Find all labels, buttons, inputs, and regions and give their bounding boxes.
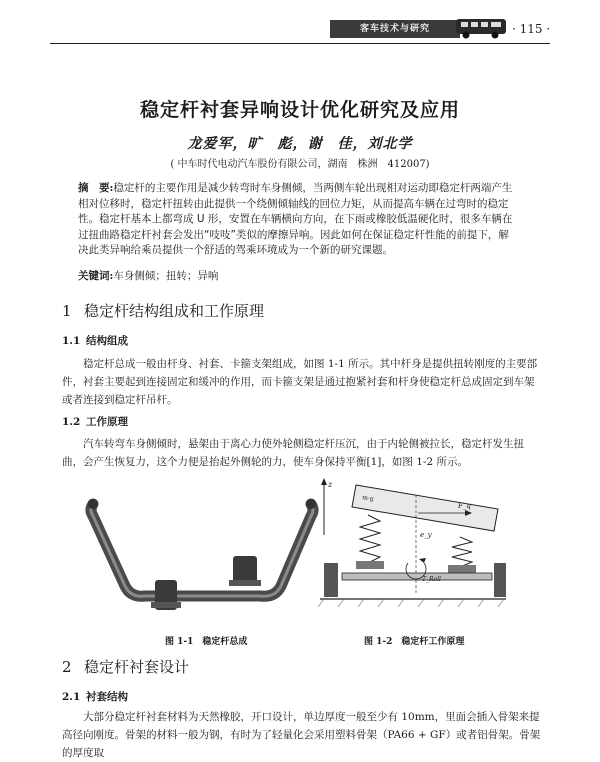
- section-1-heading: [62, 300, 264, 321]
- z-axis-label: z: [328, 480, 333, 489]
- section-1-1-title: 结构组成: [86, 335, 128, 347]
- working-principle-figure: [318, 475, 508, 623]
- section-1-2-number: 1.2: [62, 416, 81, 428]
- keywords-text: 车身侧倾；扭转；异响: [113, 270, 219, 282]
- journal-header-band: 客车技术与研究: [330, 20, 460, 38]
- section-1-2-title: 工作原理: [86, 416, 128, 428]
- header-rule: [50, 43, 550, 44]
- keywords: [78, 268, 218, 283]
- section-2-1-text: 大部分稳定杆衬套材料为天然橡胶，开口设计，单边厚度一般至少有 10mm，里面会插入骨架来提高径向刚度。骨架的材料一般为钢，有时为了轻量化会采用塑料骨架（PA66 + GF）或者铝骨架。骨架的厚度取: [62, 711, 541, 759]
- section-1-2-text: 汽车转弯车身侧倾时，悬架由于离心力使外轮侧稳定杆压沉，由于内轮侧被拉长，稳定杆发生扭曲，会产生恢复力，这个力便是抬起外侧轮的力，使车身保持平衡[1]，如图 1-2 所示。: [62, 438, 524, 468]
- section-1-number: 1: [62, 302, 72, 320]
- section-2-title: 稳定杆衬套设计: [84, 658, 190, 676]
- figure-1-1-caption: 图 1-1 稳定杆总成: [165, 637, 248, 647]
- bus-icon: [455, 16, 507, 40]
- section-1-2-heading: [62, 414, 128, 429]
- section-2-heading: [62, 656, 189, 677]
- section-2-1-number: 2.1: [62, 691, 81, 703]
- section-1-1-number: 1.1: [62, 335, 81, 347]
- section-1-1-heading: [62, 333, 128, 348]
- section-2-1-title: 衬套结构: [86, 691, 128, 703]
- mass-label: m·g: [361, 494, 375, 503]
- author-list: 龙爱军，旷 彪，谢 佳，刘北学: [187, 136, 413, 152]
- abstract: [78, 181, 518, 259]
- abstract-label: 摘 要:: [78, 182, 114, 194]
- keywords-label: 关键词:: [78, 270, 114, 282]
- abstract-text: 稳定杆的主要作用是减少转弯时车身侧倾，当两侧车轮出现相对运动即稳定杆两端产生相对位移时，稳定杆扭转由此提供一个绕侧倾轴线的回位力矩，从而提高车辆在过弯时的稳定性。稳定杆基本上都弯成 U 形，安置在车辆横向方向，在下雨或橡胶低温硬化时，很多车辆在过扭曲路稳定杆衬套会发出“吱吱”类似的摩擦异响。因此如何在保证稳定杆性能的前提下，解决此类异响给乘员提供一个舒适的驾乘环境成为一个新的研究课题。: [78, 182, 513, 256]
- offset-label: e_y: [420, 531, 432, 539]
- section-1-1-text: 稳定杆总成一般由杆身、衬套、卡箍支架组成，如图 1-1 所示。其中杆身是提供扭转刚度的主要部件，衬套主要起到连接固定和缓冲的作用，而卡箍支架是通过抱紧衬套和杆身使稳定杆总成固定到车架或者连接到稳定杆吊杆。: [62, 358, 538, 406]
- section-1-title: 稳定杆结构组成和工作原理: [84, 302, 265, 320]
- figure-1-2-caption: 图 1-2 稳定杆工作原理: [364, 637, 465, 647]
- page-number: · 115 ·: [512, 22, 551, 36]
- stabilizer-bar-figure: [85, 498, 320, 610]
- section-2-1-heading: [62, 689, 128, 704]
- paper-title: 稳定杆衬套异响设计优化研究及应用: [139, 99, 460, 121]
- affiliation: ( 中车时代电动汽车股份有限公司，湖南 株洲 412007): [170, 159, 430, 170]
- section-2-number: 2: [62, 658, 72, 676]
- force-label: F_q: [458, 502, 471, 510]
- torque-label: T_Roll: [422, 576, 441, 583]
